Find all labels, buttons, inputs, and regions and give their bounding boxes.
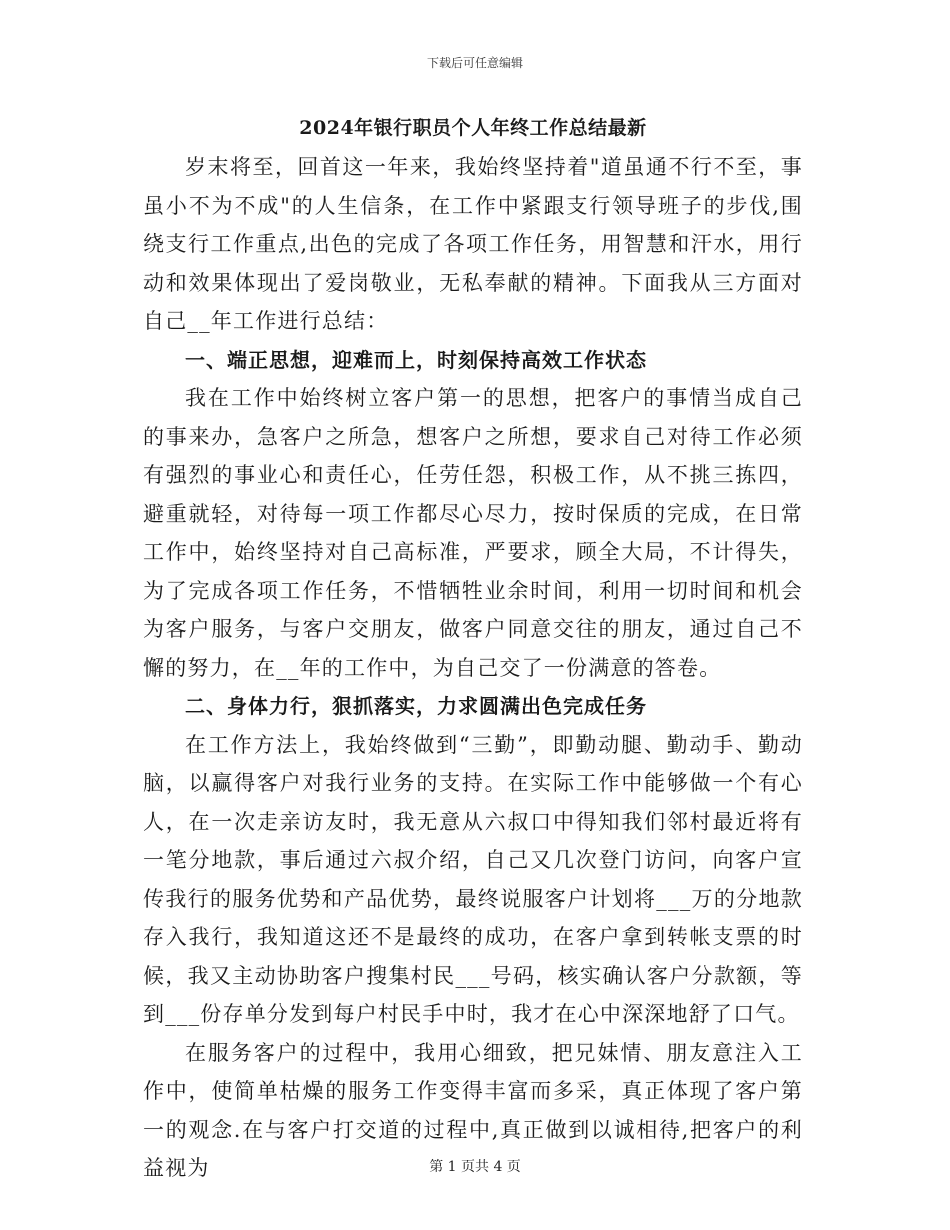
section-1-paragraph: 我在工作中始终树立客户第一的思想，把客户的事情当成自己的事来办，急客户之所急，想客户之所想，要求自己对待工作必须有强烈的事业心和责任心，任劳任怨，积极工作，从不挑三拣四，避重就轻，对待每一项工作都尽心尽力，按时保质的完成，在日常工作中，始终坚持对自己高标准，严要求，顾全大局，不计得失，为了完成各项工作任务，不惜牺牲业余时间，利用一切时间和机会为客户服务，与客户交朋友，做客户同意交往的朋友，通过自己不懈的努力，在__年的工作中，为自己交了一份满意的答卷。 — [143, 386, 803, 680]
section-2-paragraph-2: 在服务客户的过程中，我用心细致，把兄妹情、朋友意注入工作中，使简单枯燥的服务工作变得丰富而多采，真正体现了客户第一的观念.在与客户打交道的过程中,真正做到以诚相待,把客户的利益视为 — [143, 1040, 803, 1180]
page-number: 第 1 页共 4 页 — [429, 1159, 521, 1175]
intro-paragraph: 岁末将至，回首这一年来，我始终坚持着"道虽通不行不至，事虽小不为不成"的人生信条，在工作中紧跟支行领导班子的步伐,围绕支行工作重点,出色的完成了各项工作任务，用智慧和汗水，用行动和效果体现出了爱岗敬业，无私奉献的精神。下面我从三方面对自己__年工作进行总结： — [143, 155, 803, 333]
section-2-paragraph-1: 在工作方法上，我始终做到“三勤”，即勤动腿、勤动手、勤动脑，以赢得客户对我行业务的支持。在实际工作中能够做一个有心人，在一次走亲访友时，我无意从六叔口中得知我们邻村最近将有一笔分地款，事后通过六叔介绍，自己又几次登门访问，向客户宣传我行的服务优势和产品优势，最终说服客户计划将___万的分地款存入我行，我知道这还不是最终的成功，在客户拿到转帐支票的时候，我又主动协助客户搜集村民___号码，核实确认客户分款额，等到___份存单分发到每户村民手中时，我才在心中深深地舒了口气。 — [143, 732, 803, 1026]
document-body — [143, 114, 803, 1188]
section-2-heading: 二、身体力行，狠抓落实，力求圆满出色完成任务 — [185, 694, 647, 718]
page-header: 下载后可任意编辑 — [426, 56, 523, 70]
section-1-heading: 一、端正思想，迎难而上，时刻保持高效工作状态 — [185, 347, 647, 372]
document-title: 2024年银行职员个人年终工作总结最新 — [299, 117, 647, 139]
